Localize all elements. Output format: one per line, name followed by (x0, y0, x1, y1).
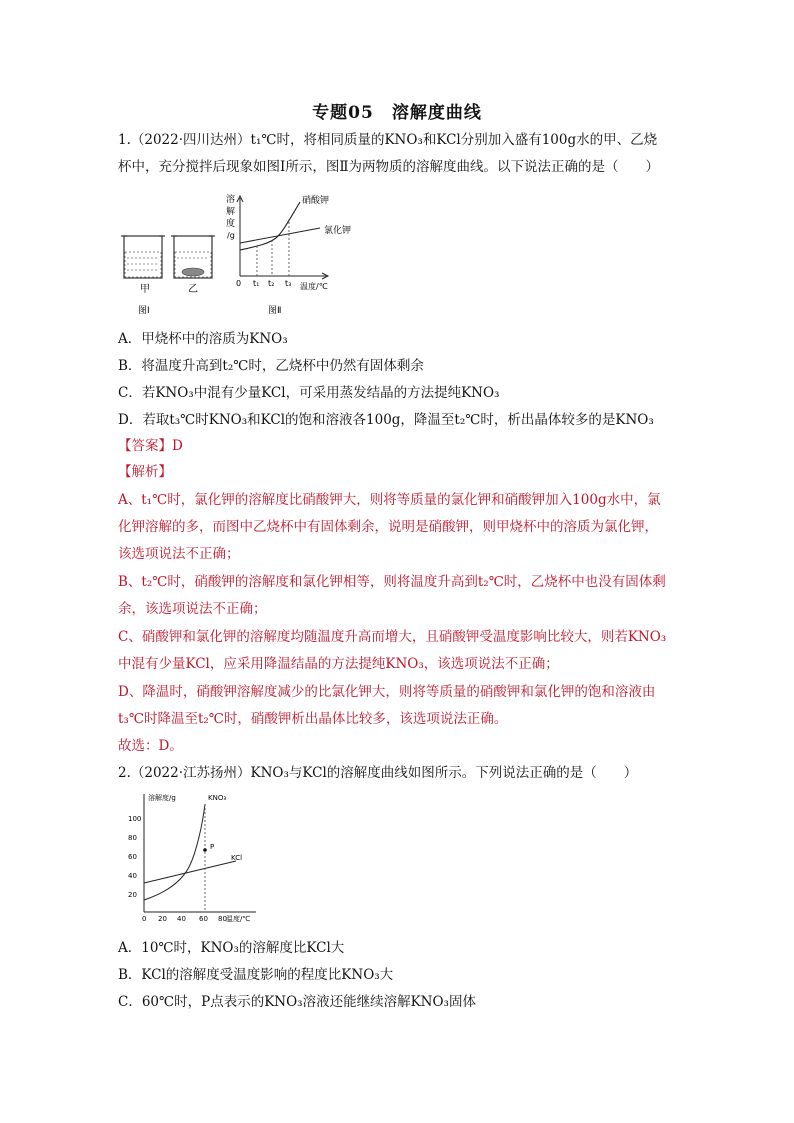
x-tick-40: 40 (177, 915, 186, 923)
x-axis-label: 温度/℃ (300, 282, 328, 291)
q1-analysis-heading: 【解析】 (118, 464, 172, 480)
y-tick-80: 80 (128, 834, 137, 842)
q2-option-b: B．KCl的溶解度受温度影响的程度比KNO₃大 (118, 967, 394, 983)
y-tick-100: 100 (128, 815, 142, 823)
analysis-line: t₃℃时降温至t₂℃时，硝酸钾析出晶体比较多，该选项说法正确。 (118, 711, 508, 727)
analysis-line: C、硝酸钾和氯化钾的溶解度均随温度升高而增大，且硝酸钾受温度影响比较大，则若KNO₃ (118, 629, 667, 645)
q1-stem-line-2: 杯中，充分搅拌后现象如图Ⅰ所示，图Ⅱ为两物质的溶解度曲线。以下说法正确的是（ ） (118, 159, 660, 175)
origin-label: 0 (236, 279, 242, 288)
curve-kno3-label: 硝酸钾 (302, 196, 330, 206)
q1-option-a: A．甲烧杯中的溶质为KNO₃ (118, 331, 288, 347)
analysis-line: A、t₁℃时，氯化钾的溶解度比硝酸钾大，则将等质量的氯化钾和硝酸钾加入100g水中，氯 (118, 492, 661, 508)
y-label-2: 解 (226, 207, 236, 217)
beaker-jia (121, 236, 165, 278)
t2-label: t₂ (268, 279, 275, 288)
series-kno3 (144, 804, 205, 900)
figure-2-caption: 图Ⅱ (268, 306, 282, 316)
analysis-line: 该选项说法不正确； (118, 546, 240, 562)
q1-option-b: B．将温度升高到t₂℃时，乙烧杯中仍然有固体剩余 (118, 358, 424, 374)
y-label-4: /g (227, 231, 235, 240)
y-label-1: 溶 (226, 195, 236, 205)
t3-label: t₃ (285, 279, 292, 288)
series-kcl-label: KCl (231, 854, 243, 862)
q1-option-d: D．若取t₃℃时KNO₃和KCl的饱和溶液各100g，降温至t₂℃时，析出晶体较多的是KNO₃ (118, 412, 654, 428)
series-kno3-label: KNO₃ (208, 794, 227, 802)
beaker-yi-label: 乙 (188, 284, 198, 295)
curve-kno3 (240, 202, 300, 250)
beaker-yi (171, 236, 215, 278)
solubility-graph-1 (226, 193, 351, 291)
x-tick-60: 60 (199, 915, 208, 923)
x-axis-label: 温度/℃ (226, 915, 251, 923)
q1-answer: 【答案】D (118, 438, 183, 454)
beaker-jia-label: 甲 (140, 284, 150, 295)
point-p (203, 848, 207, 852)
q2-option-c: C．60℃时，P点表示的KNO₃溶液还能继续溶解KNO₃固体 (118, 994, 476, 1010)
y-tick-60: 60 (128, 853, 137, 861)
analysis-line: B、t₂℃时，硝酸钾的溶解度和氯化钾相等，则将温度升高到t₂℃时，乙烧杯中也没有固体剩 (118, 574, 666, 590)
curve-kcl (240, 228, 320, 243)
analysis-line: 余，该选项说法不正确； (118, 601, 267, 617)
analysis-line: 化钾溶解的多，而图中乙烧杯中有固体剩余，说明是硝酸钾，则甲烧杯中的溶质为氯化钾， (118, 519, 658, 535)
y-tick-20: 20 (128, 891, 137, 899)
y-tick-40: 40 (128, 872, 137, 880)
x-tick-20: 20 (158, 915, 167, 923)
q1-stem-line-1: 1.（2022·四川达州）t₁℃时，将相同质量的KNO₃和KCl分别加入盛有100g水的甲、乙烧 (118, 132, 658, 148)
point-p-label: P (210, 843, 215, 851)
page-title: 专题05 溶解度曲线 (312, 103, 482, 123)
figure-1-caption: 图Ⅰ (138, 306, 150, 316)
y-label-3: 度 (226, 219, 236, 229)
analysis-line: D、降温时，硝酸钾溶解度减少的比氯化钾大，则将等质量的硝酸钾和氯化钾的饱和溶液由 (118, 684, 656, 700)
curve-kcl-label: 氯化钾 (324, 226, 352, 236)
q1-option-c: C．若KNO₃中混有少量KCl，可采用蒸发结晶的方法提纯KNO₃ (118, 385, 500, 401)
x-tick-80: 80 (218, 915, 227, 923)
q2-option-a: A．10℃时，KNO₃的溶解度比KCl大 (118, 940, 345, 956)
y-axis-label: 溶解度/g (148, 794, 176, 802)
q1-figure (118, 188, 358, 318)
q2-stem: 2.（2022·江苏扬州）KNO₃与KCl的溶解度曲线如图所示。下列说法正确的是（ ） (118, 765, 638, 781)
t1-label: t₁ (253, 279, 260, 288)
analysis-line: 中混有少量KCl，应采用降温结晶的方法提纯KNO₃，该选项说法不正确； (118, 656, 559, 672)
q2-figure (128, 790, 258, 925)
q1-conclusion: 故选：D。 (118, 738, 183, 754)
x-tick-0: 0 (142, 915, 147, 923)
